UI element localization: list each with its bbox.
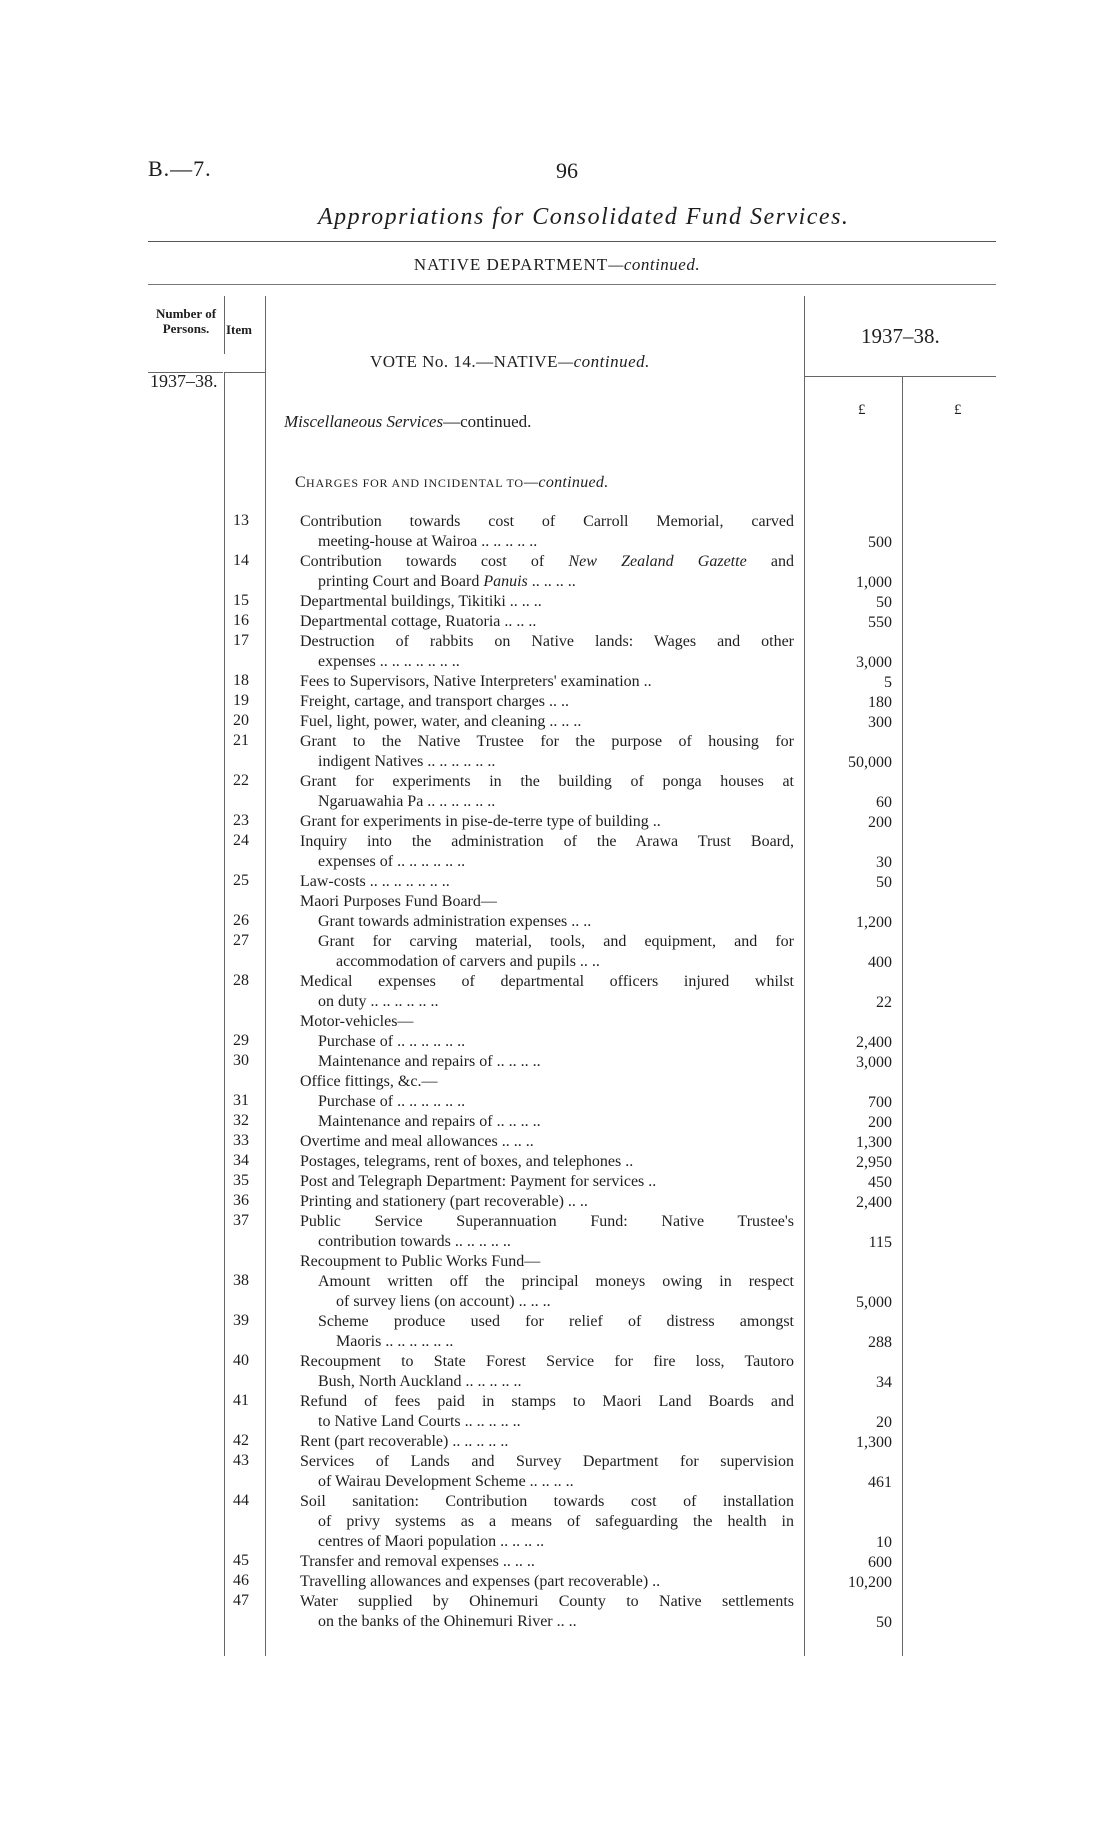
item-amount: 1,300 <box>856 1434 892 1451</box>
item-description <box>300 592 794 612</box>
item-amount: 5,000 <box>856 1294 892 1311</box>
item-number: 26 <box>233 912 249 929</box>
subsection-heading-smallcaps: HARGES FOR AND INCIDENTAL TO <box>305 476 524 490</box>
item-description <box>318 1272 794 1312</box>
item-number: 29 <box>233 1032 249 1049</box>
item-description-line: Maori Purposes Fund Board— <box>300 893 497 910</box>
persons-column-header: Number of Persons. <box>155 306 217 336</box>
item-amount: 50,000 <box>848 754 892 771</box>
item-description-line: Destruction of rabbits on Native lands: Wages and other <box>300 633 794 650</box>
item-description-line: Grant for carving material, tools, and equipment, and for <box>318 933 794 950</box>
item-amount: 115 <box>868 1234 892 1251</box>
item-amount: 2,400 <box>856 1194 892 1211</box>
item-number: 44 <box>233 1492 249 1509</box>
item-description-line: Grant for experiments in the building of ponga houses at <box>300 773 794 790</box>
pound-symbol: £ <box>858 402 866 418</box>
item-number: 35 <box>233 1172 249 1189</box>
item-description-line: Overtime and meal allowances .. .. .. <box>300 1133 534 1150</box>
subsection-heading-initial: C <box>295 474 306 491</box>
item-description-line: Office fittings, &c.— <box>300 1073 438 1090</box>
item-number: 40 <box>233 1352 249 1369</box>
item-description-line: of privy systems as a means of safeguarding the health in <box>318 1513 794 1530</box>
item-description <box>318 912 794 932</box>
item-description-line: Bush, North Auckland .. .. .. .. .. <box>318 1373 522 1390</box>
item-number: 38 <box>233 1272 249 1289</box>
department-suffix: —continued. <box>608 255 701 274</box>
item-description-line: expenses .. .. .. .. .. .. .. <box>318 653 460 670</box>
item-description-line: Services of Lands and Survey Department for supervision <box>300 1453 794 1470</box>
item-amount: 450 <box>868 1174 892 1191</box>
item-description <box>300 732 794 772</box>
item-description-line: Fuel, light, power, water, and cleaning .. .. .. <box>300 713 582 730</box>
item-description <box>300 672 794 692</box>
item-amount: 300 <box>868 714 892 731</box>
item-description-line: Ngaruawahia Pa .. .. .. .. .. .. <box>318 793 496 810</box>
item-amount: 50 <box>876 874 892 891</box>
item-description <box>300 712 794 732</box>
item-amount: 200 <box>868 814 892 831</box>
item-description <box>300 552 794 592</box>
column-divider <box>902 376 903 1656</box>
item-number: 34 <box>233 1152 249 1169</box>
pound-symbol: £ <box>954 402 962 418</box>
item-number: 18 <box>233 672 249 689</box>
subsection-heading <box>295 474 609 492</box>
item-description-line: on the banks of the Ohinemuri River .. .. <box>318 1613 577 1630</box>
item-description-line: printing Court and Board Panuis .. .. .. .. <box>318 573 576 590</box>
item-amount: 20 <box>876 1414 892 1431</box>
persons-year-header: 1937–38. <box>150 371 218 391</box>
header-rule <box>224 372 265 373</box>
item-amount: 400 <box>868 954 892 971</box>
item-description-line: Soil sanitation: Contribution towards cost of installation <box>300 1493 794 1510</box>
item-description <box>300 632 794 672</box>
item-amount: 600 <box>868 1554 892 1571</box>
item-amount: 461 <box>868 1474 892 1491</box>
item-description-line: to Native Land Courts .. .. .. .. .. <box>318 1413 521 1430</box>
item-description-line: Law-costs .. .. .. .. .. .. .. <box>300 873 450 890</box>
item-description <box>300 1452 794 1492</box>
item-number: 36 <box>233 1192 249 1209</box>
item-description-line: Inquiry into the administration of the Arawa Trust Board, <box>300 833 794 850</box>
item-description-line: on duty .. .. .. .. .. .. <box>318 993 439 1010</box>
item-description-line: Scheme produce used for relief of distress amongst <box>318 1313 794 1330</box>
item-description <box>300 1212 794 1252</box>
item-description <box>300 772 794 812</box>
item-amount: 10 <box>876 1534 892 1551</box>
item-amount: 1,300 <box>856 1134 892 1151</box>
item-description-line: Departmental cottage, Ruatoria .. .. .. <box>300 613 537 630</box>
item-number: 46 <box>233 1572 249 1589</box>
item-description <box>300 612 794 632</box>
section-heading <box>284 412 531 432</box>
item-description-line: Fees to Supervisors, Native Interpreters' examination .. <box>300 673 652 690</box>
item-description-line: centres of Maori population .. .. .. .. <box>318 1533 545 1550</box>
item-number: 17 <box>233 632 249 649</box>
item-amount: 550 <box>868 614 892 631</box>
item-amount: 1,200 <box>856 914 892 931</box>
item-number: 45 <box>233 1552 249 1569</box>
item-number: 27 <box>233 932 249 949</box>
item-description-line: Motor-vehicles— <box>300 1013 414 1030</box>
section-heading-suffix: —continued. <box>443 412 532 431</box>
page-title: Appropriations for Consolidated Fund Services. <box>318 204 850 230</box>
item-number: 42 <box>233 1432 249 1449</box>
item-number: 43 <box>233 1452 249 1469</box>
header-rule <box>805 376 996 377</box>
department-name: NATIVE DEPARTMENT <box>413 255 609 274</box>
item-description <box>300 1072 794 1092</box>
item-description-line: Contribution towards cost of Carroll Memorial, carved <box>300 513 794 530</box>
item-description <box>300 1572 794 1592</box>
item-description-line: Travelling allowances and expenses (part recoverable) .. <box>300 1573 661 1590</box>
item-number: 28 <box>233 972 249 989</box>
item-description-line: Printing and stationery (part recoverable) .. .. <box>300 1193 588 1210</box>
item-amount: 60 <box>876 794 892 811</box>
item-amount: 2,950 <box>856 1154 892 1171</box>
item-amount: 3,000 <box>856 1054 892 1071</box>
item-number: 14 <box>233 552 249 569</box>
item-number: 39 <box>233 1312 249 1329</box>
item-description <box>300 1172 794 1192</box>
item-description-line: meeting-house at Wairoa .. .. .. .. .. <box>318 533 538 550</box>
item-description <box>300 1592 794 1632</box>
item-amount: 700 <box>868 1094 892 1111</box>
section-heading-italic: Miscellaneous Services <box>284 412 444 431</box>
item-amount: 50 <box>876 1614 892 1631</box>
item-description-line: Departmental buildings, Tikitiki .. .. .. <box>300 593 542 610</box>
item-description-line: Water supplied by Ohinemuri County to Native settlements <box>300 1593 794 1610</box>
item-description-line: Freight, cartage, and transport charges .. .. <box>300 693 569 710</box>
department-rule <box>148 284 996 285</box>
item-description-line: Maintenance and repairs of .. .. .. .. <box>318 1053 541 1070</box>
item-description-line: Grant towards administration expenses .. .. <box>318 913 592 930</box>
item-description-line: Grant for experiments in pise-de-terre type of building .. <box>300 813 661 830</box>
item-description-line: accommodation of carvers and pupils .. .. <box>336 953 600 970</box>
item-amount: 10,200 <box>848 1574 892 1591</box>
item-number: 19 <box>233 692 249 709</box>
year-column-header: 1937–38. <box>861 324 940 348</box>
column-divider <box>224 296 225 354</box>
item-amount: 50 <box>876 594 892 611</box>
page-number: 96 <box>556 158 578 183</box>
item-amount: 1,000 <box>856 574 892 591</box>
title-rule <box>148 241 996 242</box>
item-number: 22 <box>233 772 249 789</box>
item-column-header: Item <box>226 322 252 337</box>
item-amount: 5 <box>884 674 892 691</box>
item-description <box>300 512 794 552</box>
item-description-line: Purchase of .. .. .. .. .. .. <box>318 1093 466 1110</box>
item-description <box>300 1392 794 1432</box>
item-description <box>300 1432 794 1452</box>
item-number: 23 <box>233 812 249 829</box>
item-number: 41 <box>233 1392 249 1409</box>
column-divider <box>265 296 266 1656</box>
item-description-line: Post and Telegraph Department: Payment for services .. <box>300 1173 657 1190</box>
item-description-line: Maoris .. .. .. .. .. .. <box>336 1333 454 1350</box>
item-description <box>300 1352 794 1392</box>
item-description <box>318 1112 794 1132</box>
item-description-line: Maintenance and repairs of .. .. .. .. <box>318 1113 541 1130</box>
item-number: 13 <box>233 512 249 529</box>
item-number: 21 <box>233 732 249 749</box>
item-description-line: Purchase of .. .. .. .. .. .. <box>318 1033 466 1050</box>
item-number: 25 <box>233 872 249 889</box>
item-description-line: of Wairau Development Scheme .. .. .. .. <box>318 1473 574 1490</box>
item-description-line: expenses of .. .. .. .. .. .. <box>318 853 466 870</box>
item-description <box>300 1012 794 1032</box>
item-number: 15 <box>233 592 249 609</box>
item-number: 37 <box>233 1212 249 1229</box>
item-description <box>318 1052 794 1072</box>
item-amount: 500 <box>868 534 892 551</box>
item-description <box>300 832 794 872</box>
subsection-heading-suffix: —continued. <box>523 474 609 491</box>
item-amount: 180 <box>868 694 892 711</box>
item-amount: 200 <box>868 1114 892 1131</box>
item-description <box>300 892 794 912</box>
item-number: 33 <box>233 1132 249 1149</box>
item-description <box>318 1312 794 1352</box>
item-amount: 22 <box>876 994 892 1011</box>
item-description-line: Recoupment to Public Works Fund— <box>300 1253 541 1270</box>
item-description <box>300 1252 794 1272</box>
item-amount: 3,000 <box>856 654 892 671</box>
item-description <box>318 1032 794 1052</box>
vote-suffix: —continued. <box>557 352 650 371</box>
department-heading <box>0 255 1114 275</box>
item-description-line: of survey liens (on account) .. .. .. <box>336 1293 551 1310</box>
vote-heading <box>370 352 650 372</box>
item-description <box>300 1132 794 1152</box>
item-description <box>300 972 794 1012</box>
item-description-line: Transfer and removal expenses .. .. .. <box>300 1553 535 1570</box>
item-amount: 30 <box>876 854 892 871</box>
item-amount: 2,400 <box>856 1034 892 1051</box>
italic-title: New Zealand Gazette <box>568 553 747 570</box>
item-description <box>300 692 794 712</box>
item-description-line: Contribution towards cost of New Zealand Gazette and <box>300 553 794 570</box>
item-description-line: Refund of fees paid in stamps to Maori Land Boards and <box>300 1393 794 1410</box>
item-number: 47 <box>233 1592 249 1609</box>
item-description-line: Public Service Superannuation Fund: Native Trustee's <box>300 1213 794 1230</box>
item-number: 32 <box>233 1112 249 1129</box>
item-number: 31 <box>233 1092 249 1109</box>
vote-title: VOTE No. 14.—NATIVE <box>370 352 558 371</box>
item-description <box>318 1092 794 1112</box>
item-description <box>300 1192 794 1212</box>
item-description <box>300 1552 794 1572</box>
item-description-line: Amount written off the principal moneys owing in respect <box>318 1273 794 1290</box>
item-number: 20 <box>233 712 249 729</box>
item-description <box>300 872 794 892</box>
item-description <box>300 1492 794 1552</box>
item-description-line: contribution towards .. .. .. .. .. <box>318 1233 511 1250</box>
column-divider <box>804 296 805 1656</box>
document-code: B.—7. <box>148 156 212 181</box>
item-number: 16 <box>233 612 249 629</box>
item-amount: 288 <box>868 1334 892 1351</box>
item-description <box>300 812 794 832</box>
item-description-line: Postages, telegrams, rent of boxes, and telephones .. <box>300 1153 634 1170</box>
item-description-line: indigent Natives .. .. .. .. .. .. <box>318 753 496 770</box>
item-description-line: Rent (part recoverable) .. .. .. .. .. <box>300 1433 509 1450</box>
item-description <box>318 932 794 972</box>
item-description-line: Medical expenses of departmental officers injured whilst <box>300 973 794 990</box>
item-description <box>300 1152 794 1172</box>
item-description-line: Recoupment to State Forest Service for fire loss, Tautoro <box>300 1353 794 1370</box>
item-number: 24 <box>233 832 249 849</box>
italic-title: Panuis <box>483 573 528 590</box>
item-amount: 34 <box>876 1374 892 1391</box>
item-number: 30 <box>233 1052 249 1069</box>
item-description-line: Grant to the Native Trustee for the purpose of housing for <box>300 733 794 750</box>
